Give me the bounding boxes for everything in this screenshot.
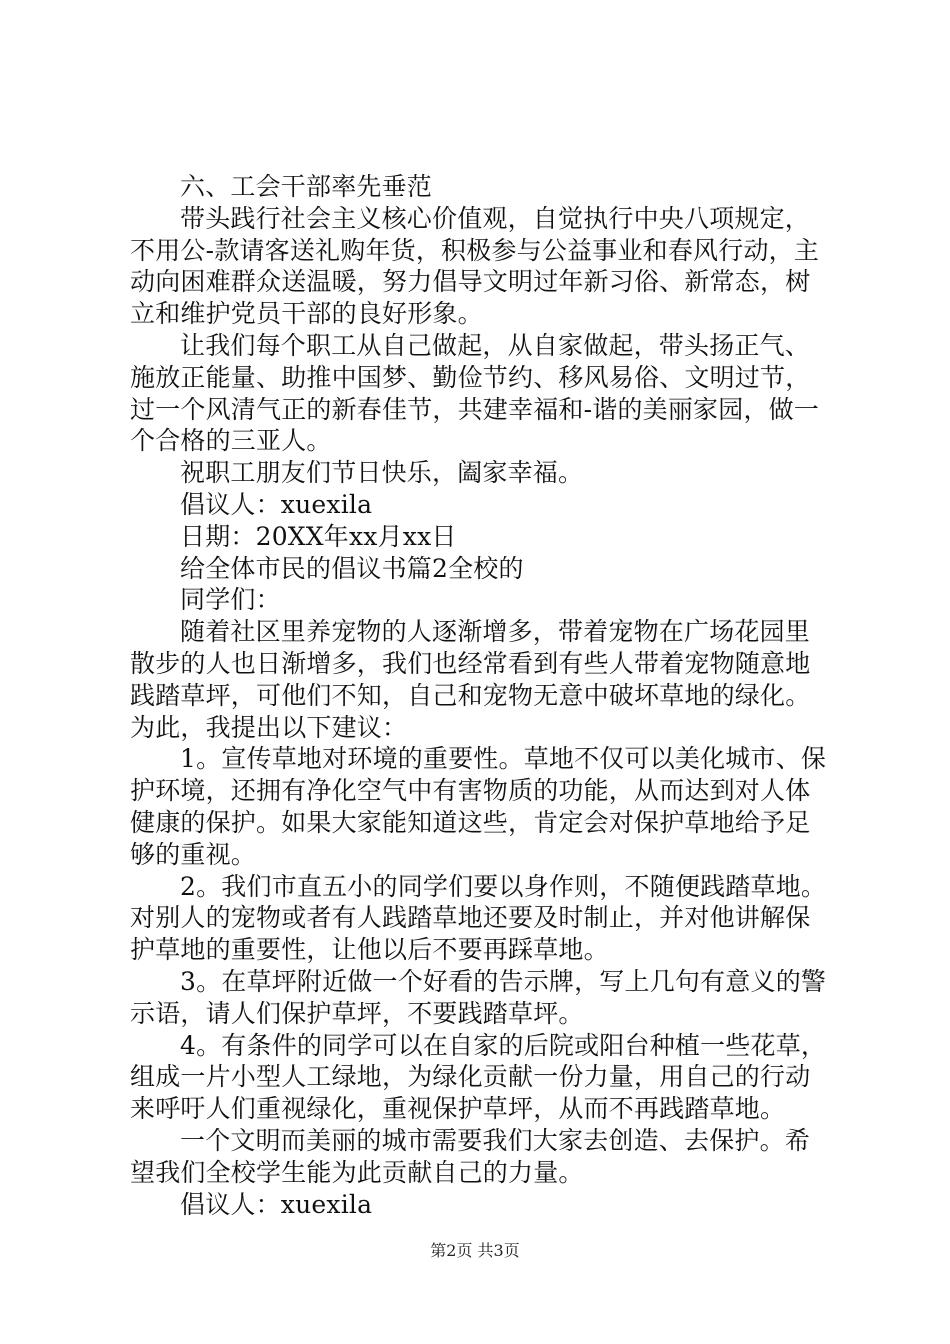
text-line: 为此，我提出以下建议： (130, 712, 408, 742)
text-line: 带头践行社会主义核心价值观，自觉执行中央八项规定， (180, 203, 811, 233)
section-heading: 给全体市民的倡议书篇2全校的 (180, 553, 524, 583)
text-line: 望我们全校学生能为此贡献自己的力量。 (130, 1157, 584, 1187)
document-body (130, 171, 830, 1220)
list-item: 2。我们市直五小的同学们要以身作则，不随便践踏草地。 (180, 871, 827, 901)
text-line: 护草地的重要性，让他以后不要再踩草地。 (130, 935, 609, 965)
text-line: 护环境，还拥有净化空气中有害物质的功能，从而达到对人体 (130, 776, 811, 806)
date-line: 日期：20XX年xx月xx日 (180, 521, 457, 551)
text-line: 一个文明而美丽的城市需要我们大家去创造、去保护。希 (180, 1125, 811, 1155)
text-line: 健康的保护。如果大家能知道这些，肯定会对保护草地给予足 (130, 807, 811, 837)
text-line: 对别人的宠物或者有人践踏草地还要及时制止，并对他讲解保 (130, 903, 811, 933)
text-line: 立和维护党员干部的良好形象。 (130, 299, 483, 329)
text-line: 六、工会干部率先垂范 (180, 172, 433, 201)
text-line: 过一个风清气正的新春佳节，共建幸福和-谐的美丽家园，做一 (130, 394, 820, 424)
text-line: 够的重视。 (130, 839, 257, 869)
text-line: 个合格的三亚人。 (130, 426, 332, 456)
list-item: 1。宣传草地对环境的重要性。草地不仅可以美化城市、保 (180, 744, 827, 774)
text-line: 祝职工朋友们节日快乐，阖家幸福。 (180, 458, 584, 488)
text-line: 让我们每个职工从自己做起，从自家做起，带头扬正气、 (180, 330, 811, 360)
text-line: 践踏草坪，可他们不知，自己和宠物无意中破坏草地的绿化。 (130, 680, 811, 710)
text-line: 组成一片小型人工绿地，为绿化贡献一份力量，用自己的行动 (130, 1062, 811, 1092)
text-line: 不用公-款请客送礼购年货，积极参与公益事业和春风行动，主 (130, 235, 820, 265)
page-number: 第2页 共3页 (430, 1241, 520, 1260)
list-item: 3。在草坪附近做一个好看的告示牌，写上几句有意义的警 (180, 966, 827, 996)
text-line: 示语，请人们保护草坪，不要践踏草坪。 (130, 998, 584, 1028)
signature-line: 倡议人：xuexila (180, 489, 373, 519)
text-line: 散步的人也日渐增多，我们也经常看到有些人带着宠物随意地 (130, 648, 811, 678)
list-item: 4。有条件的同学可以在自家的后院或阳台种植一些花草， (180, 1030, 827, 1060)
text-line: 施放正能量、助推中国梦、勤俭节约、移风易俗、文明过节， (130, 362, 811, 392)
text-line: 来呼吁人们重视绿化，重视保护草坪，从而不再践踏草地。 (130, 1094, 786, 1124)
signature-line: 倡议人：xuexila (180, 1189, 373, 1219)
text-line: 动向困难群众送温暖，努力倡导文明过年新习俗、新常态，树 (130, 267, 811, 297)
salutation: 同学们： (180, 585, 281, 615)
text-line: 随着社区里养宠物的人逐渐增多，带着宠物在广场花园里 (180, 617, 811, 647)
